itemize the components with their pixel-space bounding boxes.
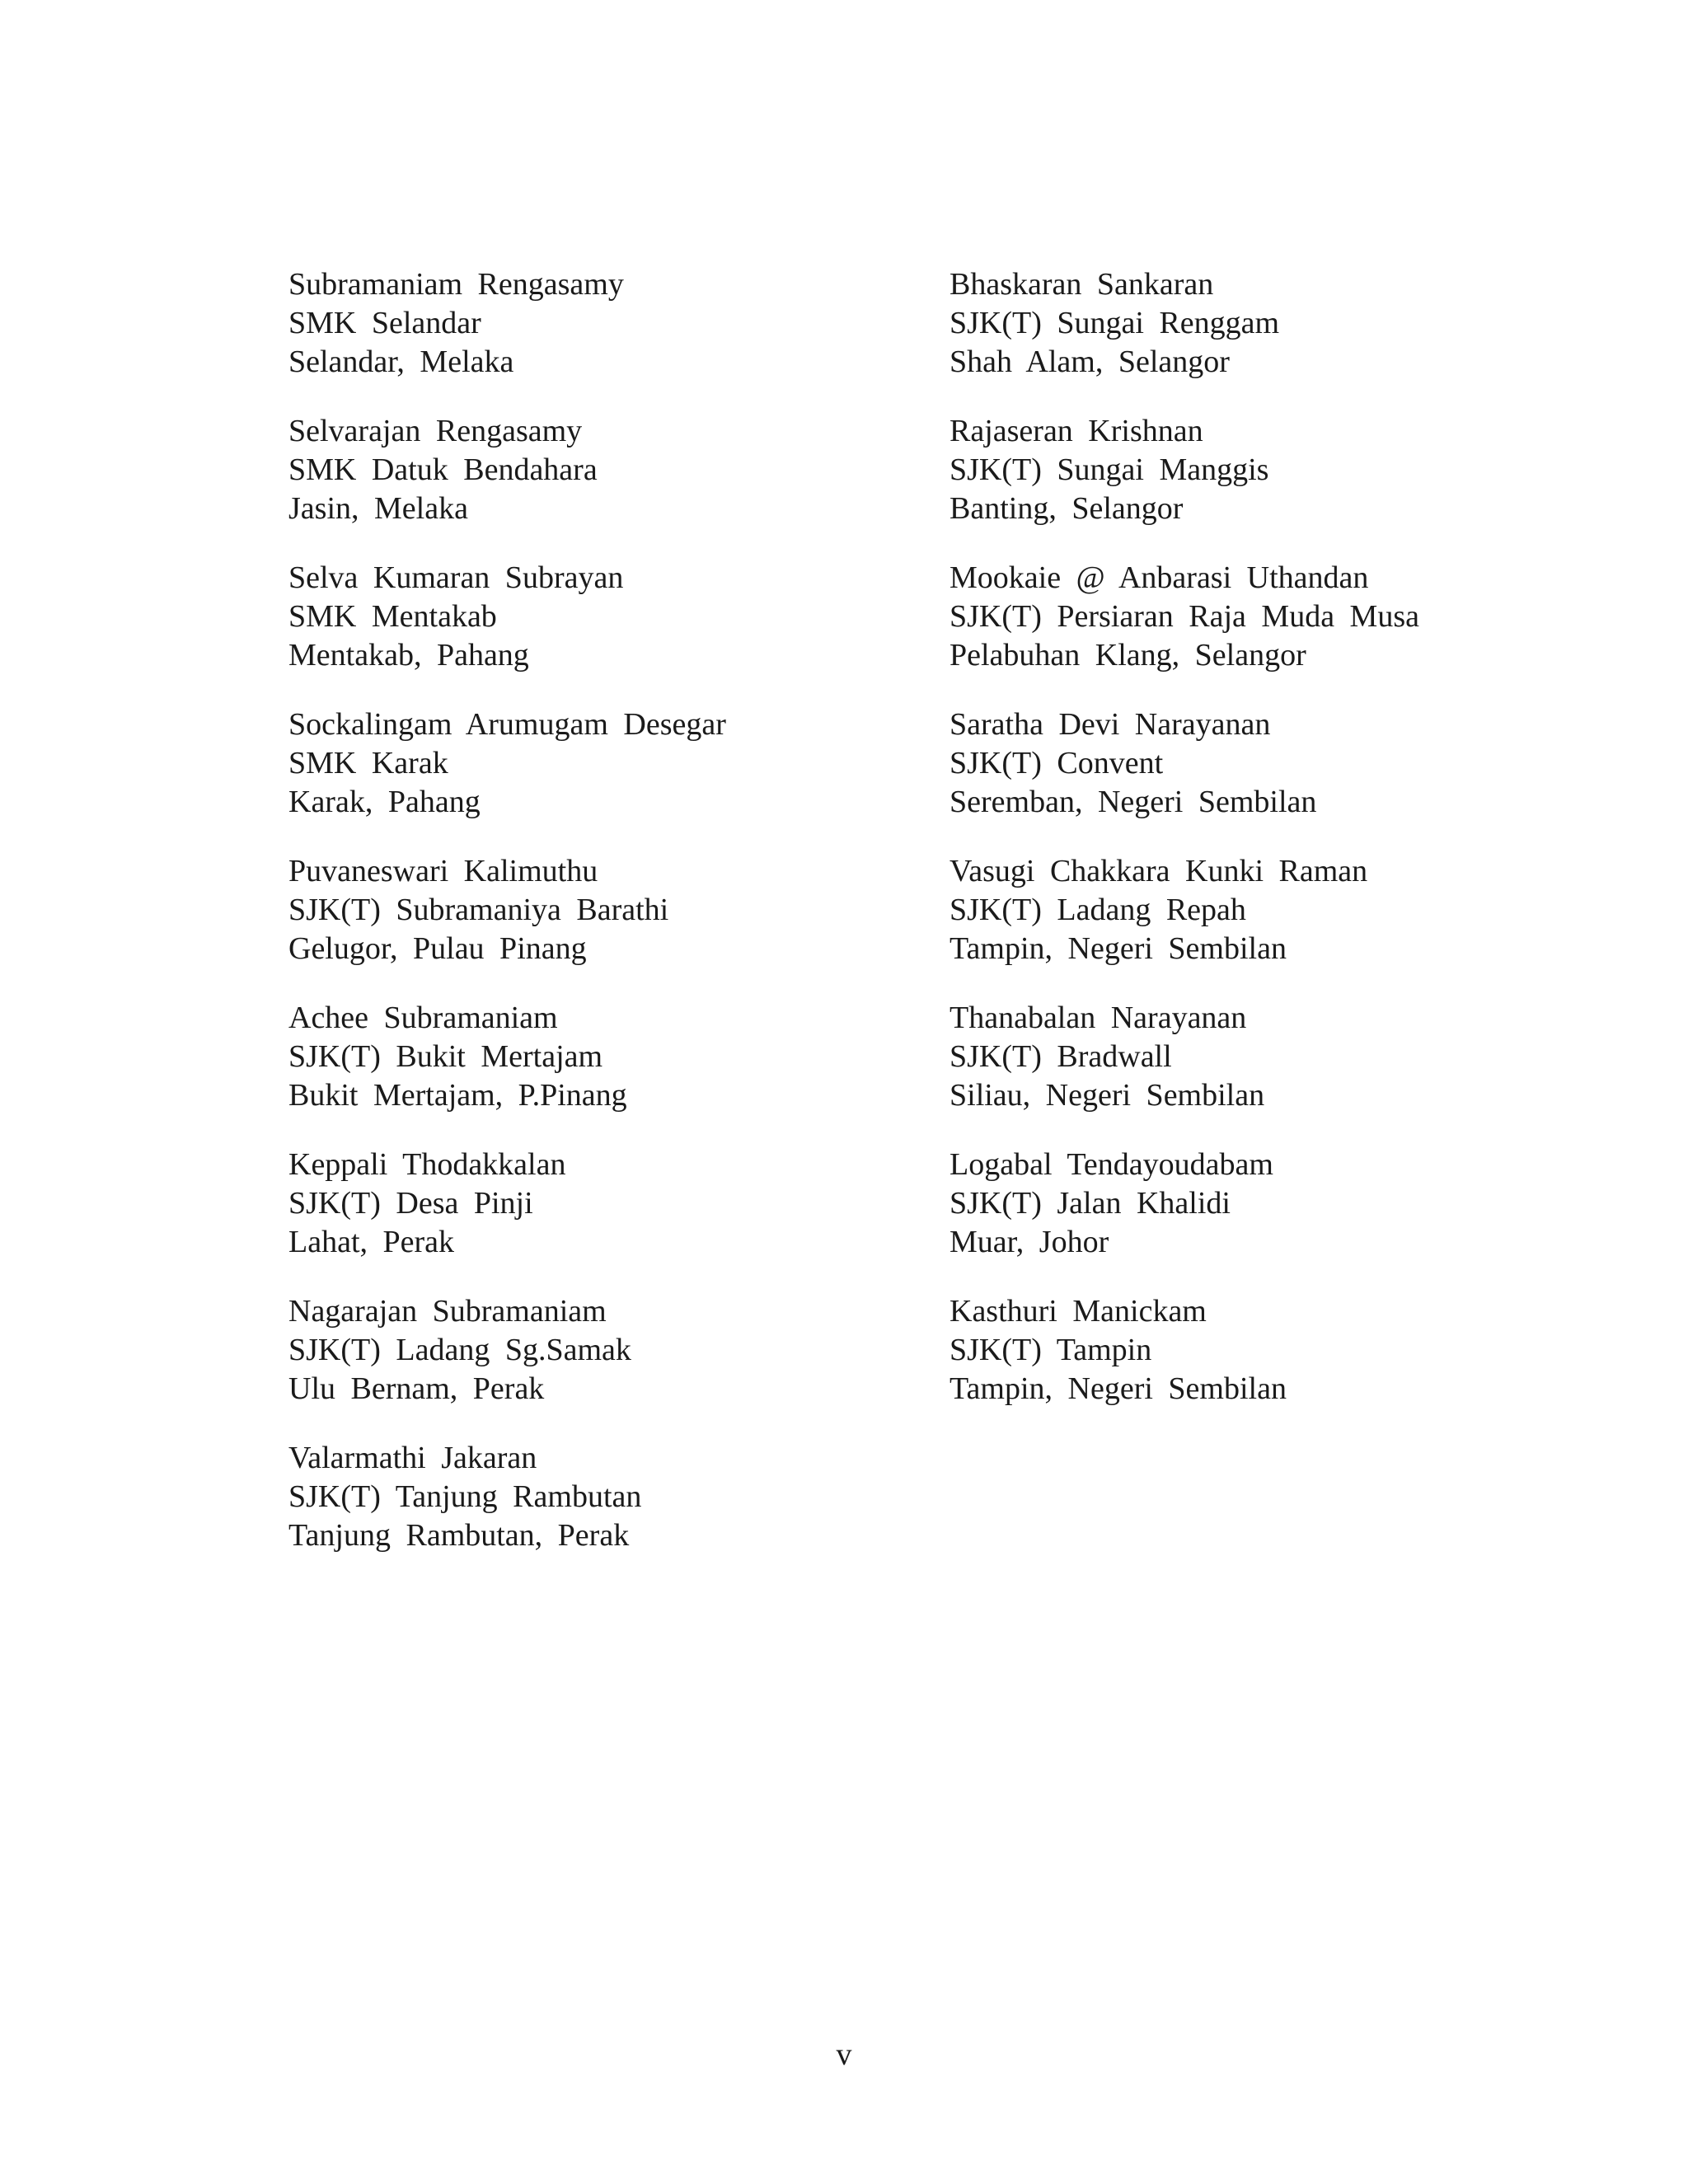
contributor-name: Selvarajan Rengasamy — [288, 414, 583, 448]
left-column — [288, 265, 964, 1586]
contributor-school: SJK(T) Sungai Manggis — [950, 452, 1269, 487]
contributor-location: Tampin, Negeri Sembilan — [950, 1371, 1287, 1406]
page-number: v — [836, 2037, 852, 2072]
contributor-entry — [288, 412, 964, 528]
contributor-entry — [288, 265, 964, 382]
contributor-entry — [950, 1146, 1625, 1262]
contributor-entry — [950, 412, 1625, 528]
contributor-school: SJK(T) Subramaniya Barathi — [288, 893, 669, 927]
contributor-name: Sockalingam Arumugam Desegar — [288, 707, 726, 742]
contributor-name: Achee Subramaniam — [288, 1001, 558, 1035]
contributor-name: Kasthuri Manickam — [950, 1294, 1207, 1329]
contributor-entry — [950, 1292, 1625, 1408]
contributor-entry — [950, 852, 1625, 968]
contributor-location: Pelabuhan Klang, Selangor — [950, 638, 1306, 673]
contributor-school: SJK(T) Tanjung Rambutan — [288, 1479, 642, 1514]
contributor-name: Thanabalan Narayanan — [950, 1001, 1247, 1035]
contributor-location: Karak, Pahang — [288, 785, 481, 819]
contributor-entry — [288, 1146, 964, 1262]
contributor-name: Nagarajan Subramaniam — [288, 1294, 607, 1329]
contributor-school: SJK(T) Jalan Khalidi — [950, 1186, 1231, 1221]
contributor-location: Selandar, Melaka — [288, 344, 514, 379]
contributor-school: SJK(T) Tampin — [950, 1333, 1152, 1367]
contributor-school: SJK(T) Bukit Mertajam — [288, 1039, 603, 1074]
contributor-location: Bukit Mertajam, P.Pinang — [288, 1078, 627, 1113]
contributor-school: SJK(T) Convent — [950, 746, 1164, 780]
contributor-school: SMK Mentakab — [288, 599, 497, 634]
contributor-school: SMK Datuk Bendahara — [288, 452, 598, 487]
contributor-school: SJK(T) Sungai Renggam — [950, 306, 1280, 340]
contributor-entry — [950, 999, 1625, 1115]
contributor-location: Gelugor, Pulau Pinang — [288, 931, 587, 966]
contributor-name: Bhaskaran Sankaran — [950, 267, 1214, 302]
contributor-school: SJK(T) Ladang Sg.Samak — [288, 1333, 631, 1367]
contributor-school: SJK(T) Desa Pinji — [288, 1186, 533, 1221]
contributor-name: Puvaneswari Kalimuthu — [288, 854, 598, 888]
contributor-entry — [950, 265, 1625, 382]
contributor-location: Lahat, Perak — [288, 1225, 455, 1259]
contributor-name: Logabal Tendayoudabam — [950, 1147, 1273, 1182]
contributor-location: Banting, Selangor — [950, 491, 1184, 526]
contributor-school: SJK(T) Bradwall — [950, 1039, 1172, 1074]
contributor-location: Seremban, Negeri Sembilan — [950, 785, 1317, 819]
contributor-name: Rajaseran Krishnan — [950, 414, 1203, 448]
contributor-entry — [288, 559, 964, 675]
contributor-school: SMK Selandar — [288, 306, 481, 340]
contributor-location: Tampin, Negeri Sembilan — [950, 931, 1287, 966]
contributor-location: Siliau, Negeri Sembilan — [950, 1078, 1265, 1113]
contributor-entry — [288, 705, 964, 822]
contributor-entry — [950, 705, 1625, 822]
contributor-location: Ulu Bernam, Perak — [288, 1371, 545, 1406]
contributor-location: Jasin, Melaka — [288, 491, 468, 526]
contributor-name: Saratha Devi Narayanan — [950, 707, 1271, 742]
right-column — [950, 265, 1625, 1439]
contributor-name: Mookaie @ Anbarasi Uthandan — [950, 560, 1369, 595]
contributor-entry — [288, 999, 964, 1115]
contributor-school: SJK(T) Persiaran Raja Muda Musa — [950, 599, 1420, 634]
contributor-name: Selva Kumaran Subrayan — [288, 560, 624, 595]
contributor-location: Shah Alam, Selangor — [950, 344, 1230, 379]
contributor-entry — [288, 1439, 964, 1555]
contributor-name: Vasugi Chakkara Kunki Raman — [950, 854, 1368, 888]
contributor-school: SMK Karak — [288, 746, 448, 780]
contributor-entry — [950, 559, 1625, 675]
contributor-location: Muar, Johor — [950, 1225, 1109, 1259]
contributor-entry — [288, 1292, 964, 1408]
contributor-school: SJK(T) Ladang Repah — [950, 893, 1246, 927]
contributor-entry — [288, 852, 964, 968]
contributor-name: Valarmathi Jakaran — [288, 1441, 537, 1475]
contributor-name: Keppali Thodakkalan — [288, 1147, 566, 1182]
contributor-name: Subramaniam Rengasamy — [288, 267, 624, 302]
contributor-location: Tanjung Rambutan, Perak — [288, 1518, 630, 1553]
contributor-location: Mentakab, Pahang — [288, 638, 529, 673]
